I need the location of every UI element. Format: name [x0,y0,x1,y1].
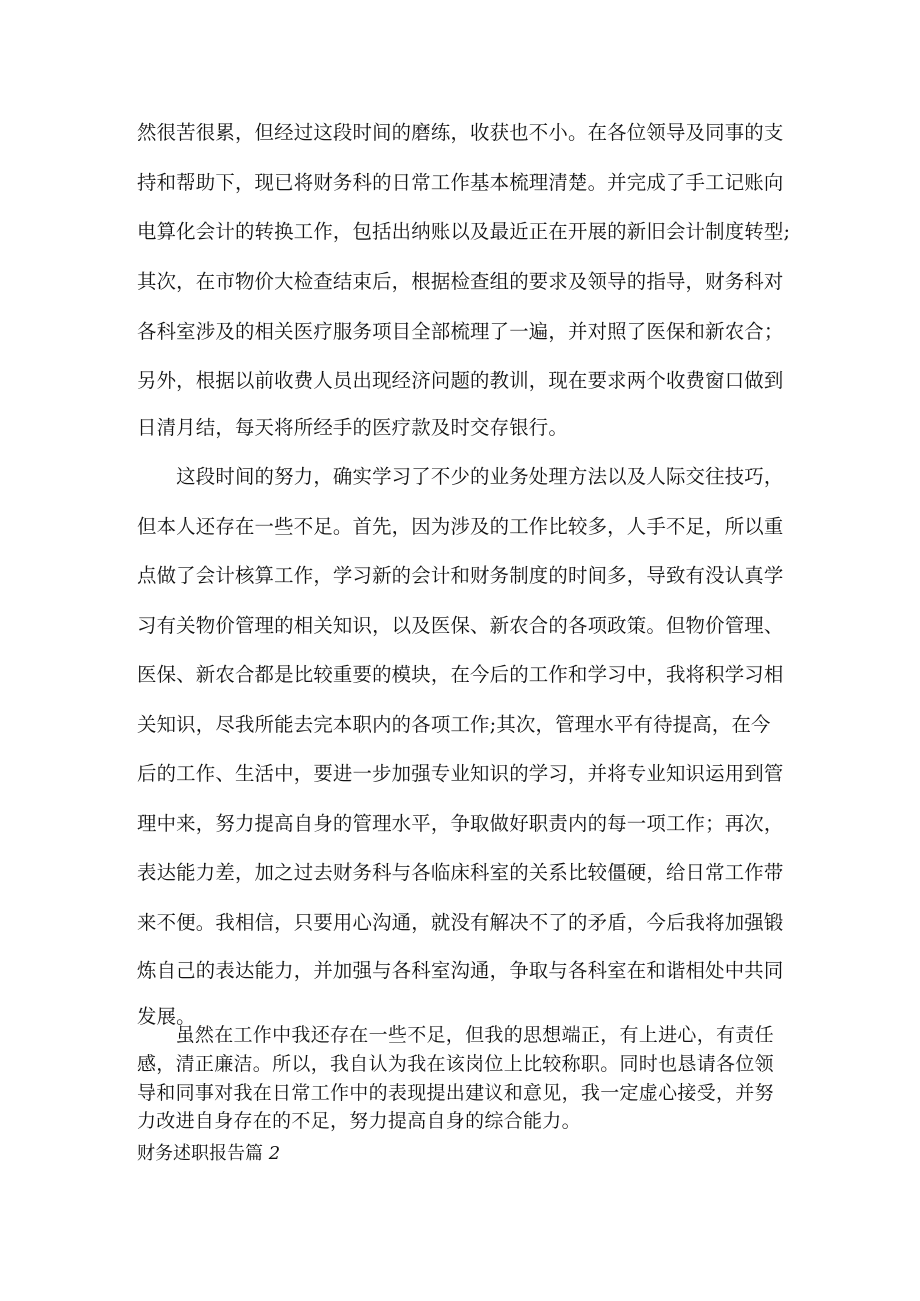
text-line: 各科室涉及的相关医疗服务项目全部梳理了一遍，并对照了医保和新农合； [137,320,784,343]
text-line: 习有关物价管理的相关知识，以及医保、新农合的各项政策。但物价管理、 [137,614,784,637]
section-heading [137,1139,280,1165]
text-line: 力改进自身存在的不足，努力提高自身的综合能力。 [137,1110,581,1132]
text-line: 理中来，努力提高自身的管理水平，争取做好职责内的每一项工作；再次， [137,812,784,835]
text-line: 感，清正廉洁。所以，我自认为我在该岗位上比较称职。同时也恳请各位领 [137,1053,774,1075]
text-line: 电算化会计的转换工作，包括出纳账以及最近正在开展的新旧会计制度转型; [137,220,791,243]
text-line: 点做了会计核算工作，学习新的会计和财务制度的时间多，导致有没认真学 [137,564,784,587]
text-line: 发展。 [137,1005,196,1028]
text-line: 炼自己的表达能力，并加强与各科室沟通，争取与各科室在和谐相处中共同 [137,959,784,982]
text-line: 这段时间的努力，确实学习了不少的业务处理方法以及人际交往技巧， [137,465,784,488]
text-line: 来不便。我相信，只要用心沟通，就没有解决不了的矛盾，今后我将加强锻 [137,911,784,934]
text-line: 日清月结，每天将所经手的医疗款及时交存银行。 [137,416,568,439]
text-line: 后的工作、生活中，要进一步加强专业知识的学习，并将专业知识运用到管 [137,762,784,785]
text-line: 但本人还存在一些不足。首先，因为涉及的工作比较多，人手不足，所以重 [137,515,784,538]
text-line: 关知识，尽我所能去完本职内的各项工作;其次，管理水平有待提高，在今 [137,713,771,736]
text-line: 另外，根据以前收费人员出现经济问题的教训，现在要求两个收费窗口做到 [137,369,784,392]
text-line: 其次，在市物价大检查结束后，根据检查组的要求及领导的指导，财务科对 [137,270,784,293]
text-line: 然很苦很累，但经过这段时间的磨练，收获也不小。在各位领导及同事的支 [137,121,784,144]
text-line: 持和帮助下，现已将财务科的日常工作基本梳理清楚。并完成了手工记账向 [137,171,784,194]
text-line: 导和同事对我在日常工作中的表现提出建议和意见，我一定虚心接受，并努 [137,1082,774,1104]
text-line: 表达能力差，加之过去财务科与各临床科室的关系比较僵硬，给日常工作带 [137,861,784,884]
text-line: 医保、新农合都是比较重要的模块，在今后的工作和学习中，我将积学习相 [137,663,784,686]
section-heading-number: 2 [268,1143,281,1164]
section-heading-text: 财务述职报告篇 [137,1143,263,1164]
text-line: 虽然在工作中我还存在一些不足，但我的思想端正，有上进心，有责任 [137,1024,774,1046]
